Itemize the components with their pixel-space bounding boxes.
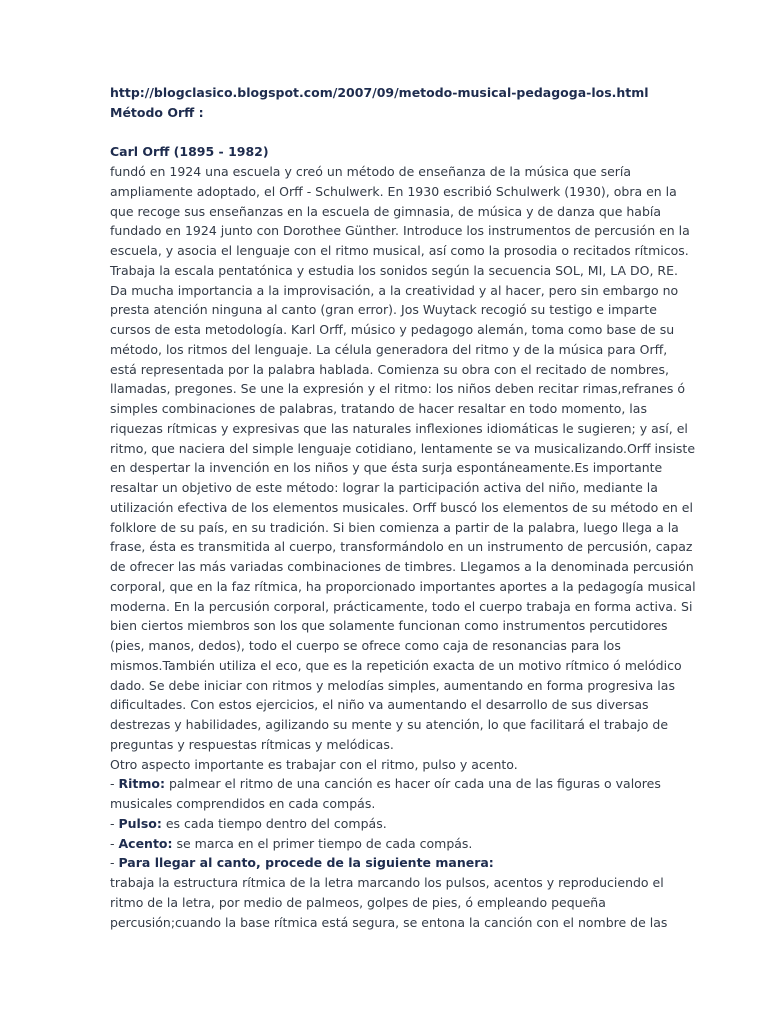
text-line: trabaja la estructura rítmica de la letra marcando los pulsos, acentos y reproduciendo el bbox=[110, 875, 664, 890]
text-line: fundó en 1924 una escuela y creó un método de enseñanza de la música que sería bbox=[110, 164, 632, 179]
text-line: riquezas rítmicas y expresivas que las naturales inflexiones idiomáticas le sugieren; y así, el bbox=[110, 420, 688, 436]
document-page bbox=[110, 83, 696, 932]
text-line: método, los ritmos del lenguaje. La célula generadora del ritmo y de la música para Orff, bbox=[110, 341, 668, 357]
text-line: (pies, manos, dedos), todo el cuerpo se ofrece como caja de resonancias para los bbox=[110, 638, 621, 653]
text-line: frase, ésta es transmitida al cuerpo, transformándolo en un instrumento de percusión, capaz bbox=[110, 539, 693, 555]
definition-term-ritmo: Ritmo: bbox=[118, 776, 165, 792]
text-line: escuela, y asocia el lenguaje con el ritmo musical, así como la prosodia o recitados rítmicos. bbox=[110, 243, 689, 258]
section-heading: Carl Orff (1895 - 1982) bbox=[110, 144, 269, 160]
text-line: utilización efectiva de los elementos musicales. Orff buscó los elementos de su método en el bbox=[110, 499, 693, 515]
text-line: llamadas, pregones. Se une la expresión y el ritmo: los niños deben recitar rimas,refranes ó bbox=[110, 381, 685, 397]
definition-term-pulso: Pulso: bbox=[118, 815, 162, 831]
text-line: mismos.También utiliza el eco, que es la repetición exacta de un motivo rítmico ó melódico bbox=[110, 657, 682, 673]
text-line: fundado en 1924 junto con Dorothee Günther. Introduce los instrumentos de percusión en la bbox=[110, 223, 690, 239]
definition-dash: - bbox=[110, 776, 119, 792]
definition-term-acento: Acento: bbox=[118, 835, 173, 851]
method-title: Método Orff : bbox=[110, 104, 204, 120]
body-paragraph bbox=[110, 162, 696, 774]
text-line: cursos de esta metodología. Karl Orff, músico y pedagogo alemán, toma como base de su bbox=[110, 322, 675, 337]
text-line: resaltar un objetivo de este método: lograr la participación activa del niño, mediante la bbox=[110, 480, 658, 495]
text-line: de ofrecer las más variadas combinaciones de timbres. Llegamos a la denominada percusión bbox=[110, 559, 694, 574]
text-line: ritmo de la letra, por medio de palmeos, golpes de pies, ó empleando pequeña bbox=[110, 894, 606, 910]
definition-dash: - bbox=[110, 815, 119, 831]
definition-dash: - bbox=[110, 835, 119, 851]
text-line: ampliamente adoptado, el Orff - Schulwerk. En 1930 escribió Schulwerk (1930), obra en la bbox=[110, 183, 677, 199]
text-line: preguntas y respuestas rítmicas y melódicas. bbox=[110, 736, 394, 752]
definition-pulso bbox=[110, 814, 635, 834]
text-line: dado. Se debe iniciar con ritmos y melodías simples, aumentando en forma progresiva las bbox=[110, 677, 675, 693]
text-line: bien ciertos miembros son los que solamente funcionan como instrumentos percutidores bbox=[110, 618, 668, 634]
definition-canto bbox=[110, 853, 635, 873]
definition-acento bbox=[110, 834, 635, 854]
text-line: percusión;cuando la base rítmica está segura, se entona la canción con el nombre de las bbox=[110, 914, 668, 930]
definition-term-canto: Para llegar al canto, procede de la siguiente manera: bbox=[118, 855, 494, 871]
definition-ritmo-continued: musicales comprendidos en cada compás. bbox=[110, 796, 376, 811]
text-line: Da mucha importancia a la improvisación, a la creatividad y al hacer, pero sin embargo no bbox=[110, 282, 679, 298]
text-line: Otro aspecto importante es trabajar con el ritmo, pulso y acento. bbox=[110, 756, 518, 772]
text-line: en despertar la invención en los niños y que ésta surja espontáneamente.Es importante bbox=[110, 460, 663, 476]
definition-text-ritmo: palmear el ritmo de una canción es hacer oír cada una de las figuras o valores bbox=[164, 776, 661, 792]
definition-ritmo bbox=[110, 774, 661, 794]
definition-text-pulso: es cada tiempo dentro del compás. bbox=[161, 815, 387, 831]
source-url[interactable]: http://blogclasico.blogspot.com/2007/09/metodo-musical-pedagoga-los.html bbox=[110, 85, 649, 100]
text-line: dificultades. Con estos ejercicios, el niño va aumentando el desarrollo de sus diversas bbox=[110, 697, 649, 713]
definition-text-acento: se marca en el primer tiempo de cada compás. bbox=[172, 835, 473, 851]
text-line: Trabaja la escala pentatónica y estudia los sonidos según la secuencia SOL, MI, LA DO, RE. bbox=[110, 262, 678, 278]
text-line: que recoge sus enseñanzas en la escuela de gimnasia, de música y de danza que había bbox=[110, 203, 662, 219]
text-line: folklore de su país, en su tradición. Si bien comienza a partir de la palabra, luego llega a la bbox=[110, 519, 679, 535]
blank-line bbox=[110, 123, 635, 143]
closing-paragraph bbox=[110, 873, 668, 932]
text-line: simples combinaciones de palabras, tratando de hacer resaltar en todo momento, las bbox=[110, 401, 647, 416]
text-line: corporal, que en la faz rítmica, ha proporcionado importantes aportes a la pedagogía musical bbox=[110, 578, 696, 594]
text-line: presta atención ninguna al canto (gran error). Jos Wuytack recogió su testigo e imparte bbox=[110, 302, 657, 318]
text-line: moderna. En la percusión corporal, prácticamente, todo el cuerpo trabaja en forma activa. Si bbox=[110, 598, 693, 614]
text-line: está representada por la palabra hablada. Comienza su obra con el recitado de nombres, bbox=[110, 361, 669, 377]
text-line: ritmo, que naciera del simple lenguaje cotidiano, lentamente se va musicalizando.Orff insiste bbox=[110, 440, 696, 456]
definition-dash: - bbox=[110, 855, 119, 871]
text-line: destrezas y habilidades, agilizando su mente y su atención, lo que facilitará el trabajo de bbox=[110, 717, 669, 732]
